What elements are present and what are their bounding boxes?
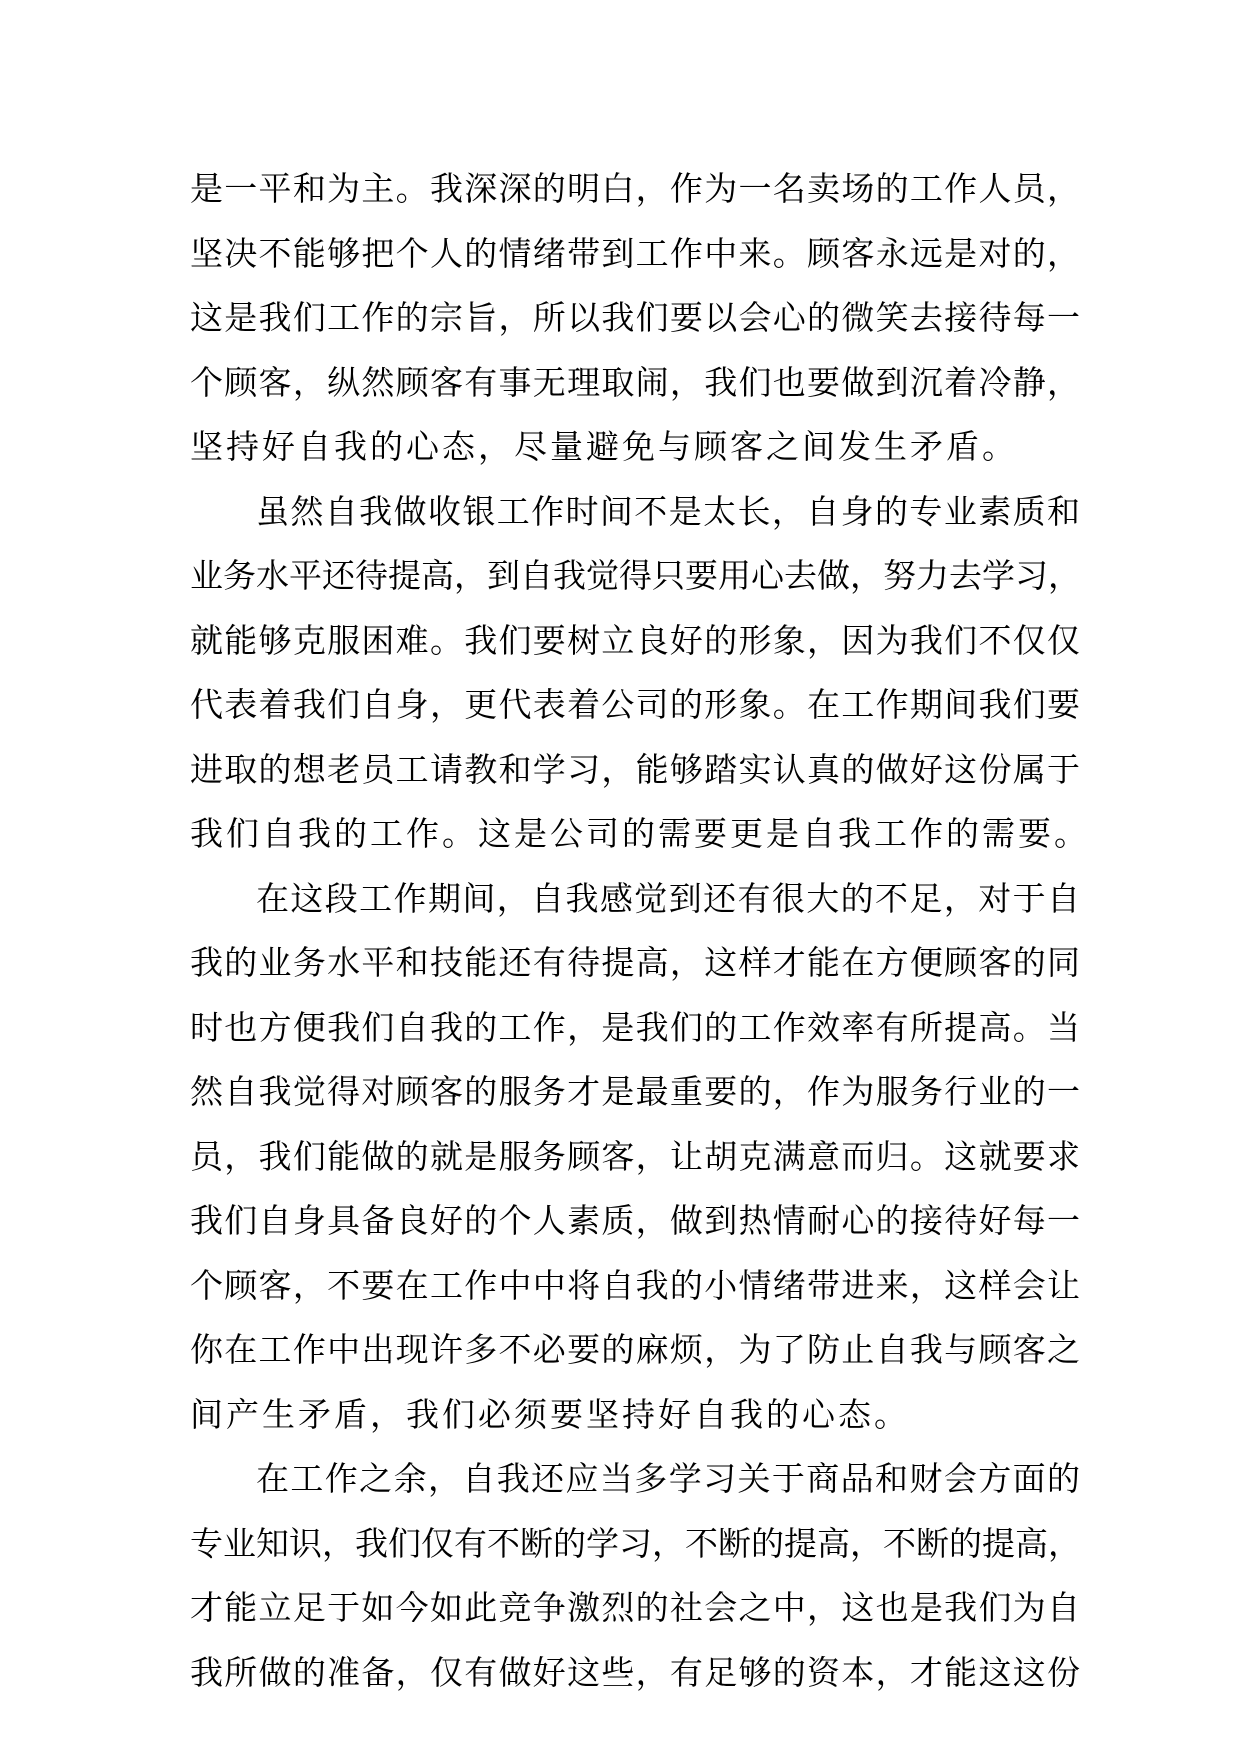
text-line: 间产生矛盾，我们必须要坚持好自我的心态。 <box>190 1394 910 1434</box>
text-line: 坚持好自我的心态，尽量避免与顾客之间发生矛盾。 <box>190 427 1018 466</box>
text-line: 员，我们能做的就是服务顾客，让胡克满意而归。这就要求 <box>190 1136 1080 1176</box>
text-line: 我们自我的工作。这是公司的需要更是自我工作的需要。 <box>190 814 1090 853</box>
text-line: 个顾客，不要在工作中中将自我的小情绪带进来，这样会让 <box>190 1265 1080 1305</box>
text-line: 时也方便我们自我的工作，是我们的工作效率有所提高。当 <box>190 1007 1080 1047</box>
paragraph-4 <box>190 1447 1080 1705</box>
paragraph-2 <box>190 480 1090 867</box>
text-line: 是一平和为主。我深深的明白，作为一名卖场的工作人员， <box>190 169 1080 208</box>
text-line: 这是我们工作的宗旨，所以我们要以会心的微笑去接待每一 <box>190 298 1080 337</box>
text-line: 我所做的准备，仅有做好这些，有足够的资本，才能这这份 <box>190 1652 1080 1692</box>
text-line: 进取的想老员工请教和学习，能够踏实认真的做好这份属于 <box>190 749 1080 789</box>
text-line: 我的业务水平和技能还有待提高，这样才能在方便顾客的同 <box>190 943 1080 982</box>
text-line: 个顾客，纵然顾客有事无理取闹，我们也要做到沉着冷静， <box>190 362 1080 402</box>
text-line: 在工作之余，自我还应当多学习关于商品和财会方面的 <box>256 1459 1080 1498</box>
text-line: 你在工作中出现许多不必要的麻烦，为了防止自我与顾客之 <box>190 1330 1080 1369</box>
text-line: 然自我觉得对顾客的服务才是最重要的，作为服务行业的一 <box>190 1072 1080 1111</box>
paragraph-1 <box>190 157 1080 480</box>
body-text <box>190 157 1090 1705</box>
paragraph-3 <box>190 867 1080 1448</box>
text-line: 专业知识，我们仅有不断的学习，不断的提高，不断的提高， <box>190 1523 1081 1563</box>
text-line: 虽然自我做收银工作时间不是太长，自身的专业素质和 <box>256 491 1080 531</box>
text-line: 在这段工作期间，自我感觉到还有很大的不足，对于自 <box>256 878 1080 918</box>
text-line: 坚决不能够把个人的情绪带到工作中来。顾客永远是对的， <box>190 233 1080 273</box>
text-line: 我们自身具备良好的个人素质，做到热情耐心的接待好每一 <box>190 1201 1080 1240</box>
text-line: 才能立足于如今如此竞争激烈的社会之中，这也是我们为自 <box>190 1588 1080 1627</box>
text-line: 业务水平还待提高，到自我觉得只要用心去做，努力去学习， <box>190 556 1081 595</box>
text-line: 代表着我们自身，更代表着公司的形象。在工作期间我们要 <box>190 685 1080 724</box>
text-line: 就能够克服困难。我们要树立良好的形象，因为我们不仅仅 <box>190 620 1080 660</box>
